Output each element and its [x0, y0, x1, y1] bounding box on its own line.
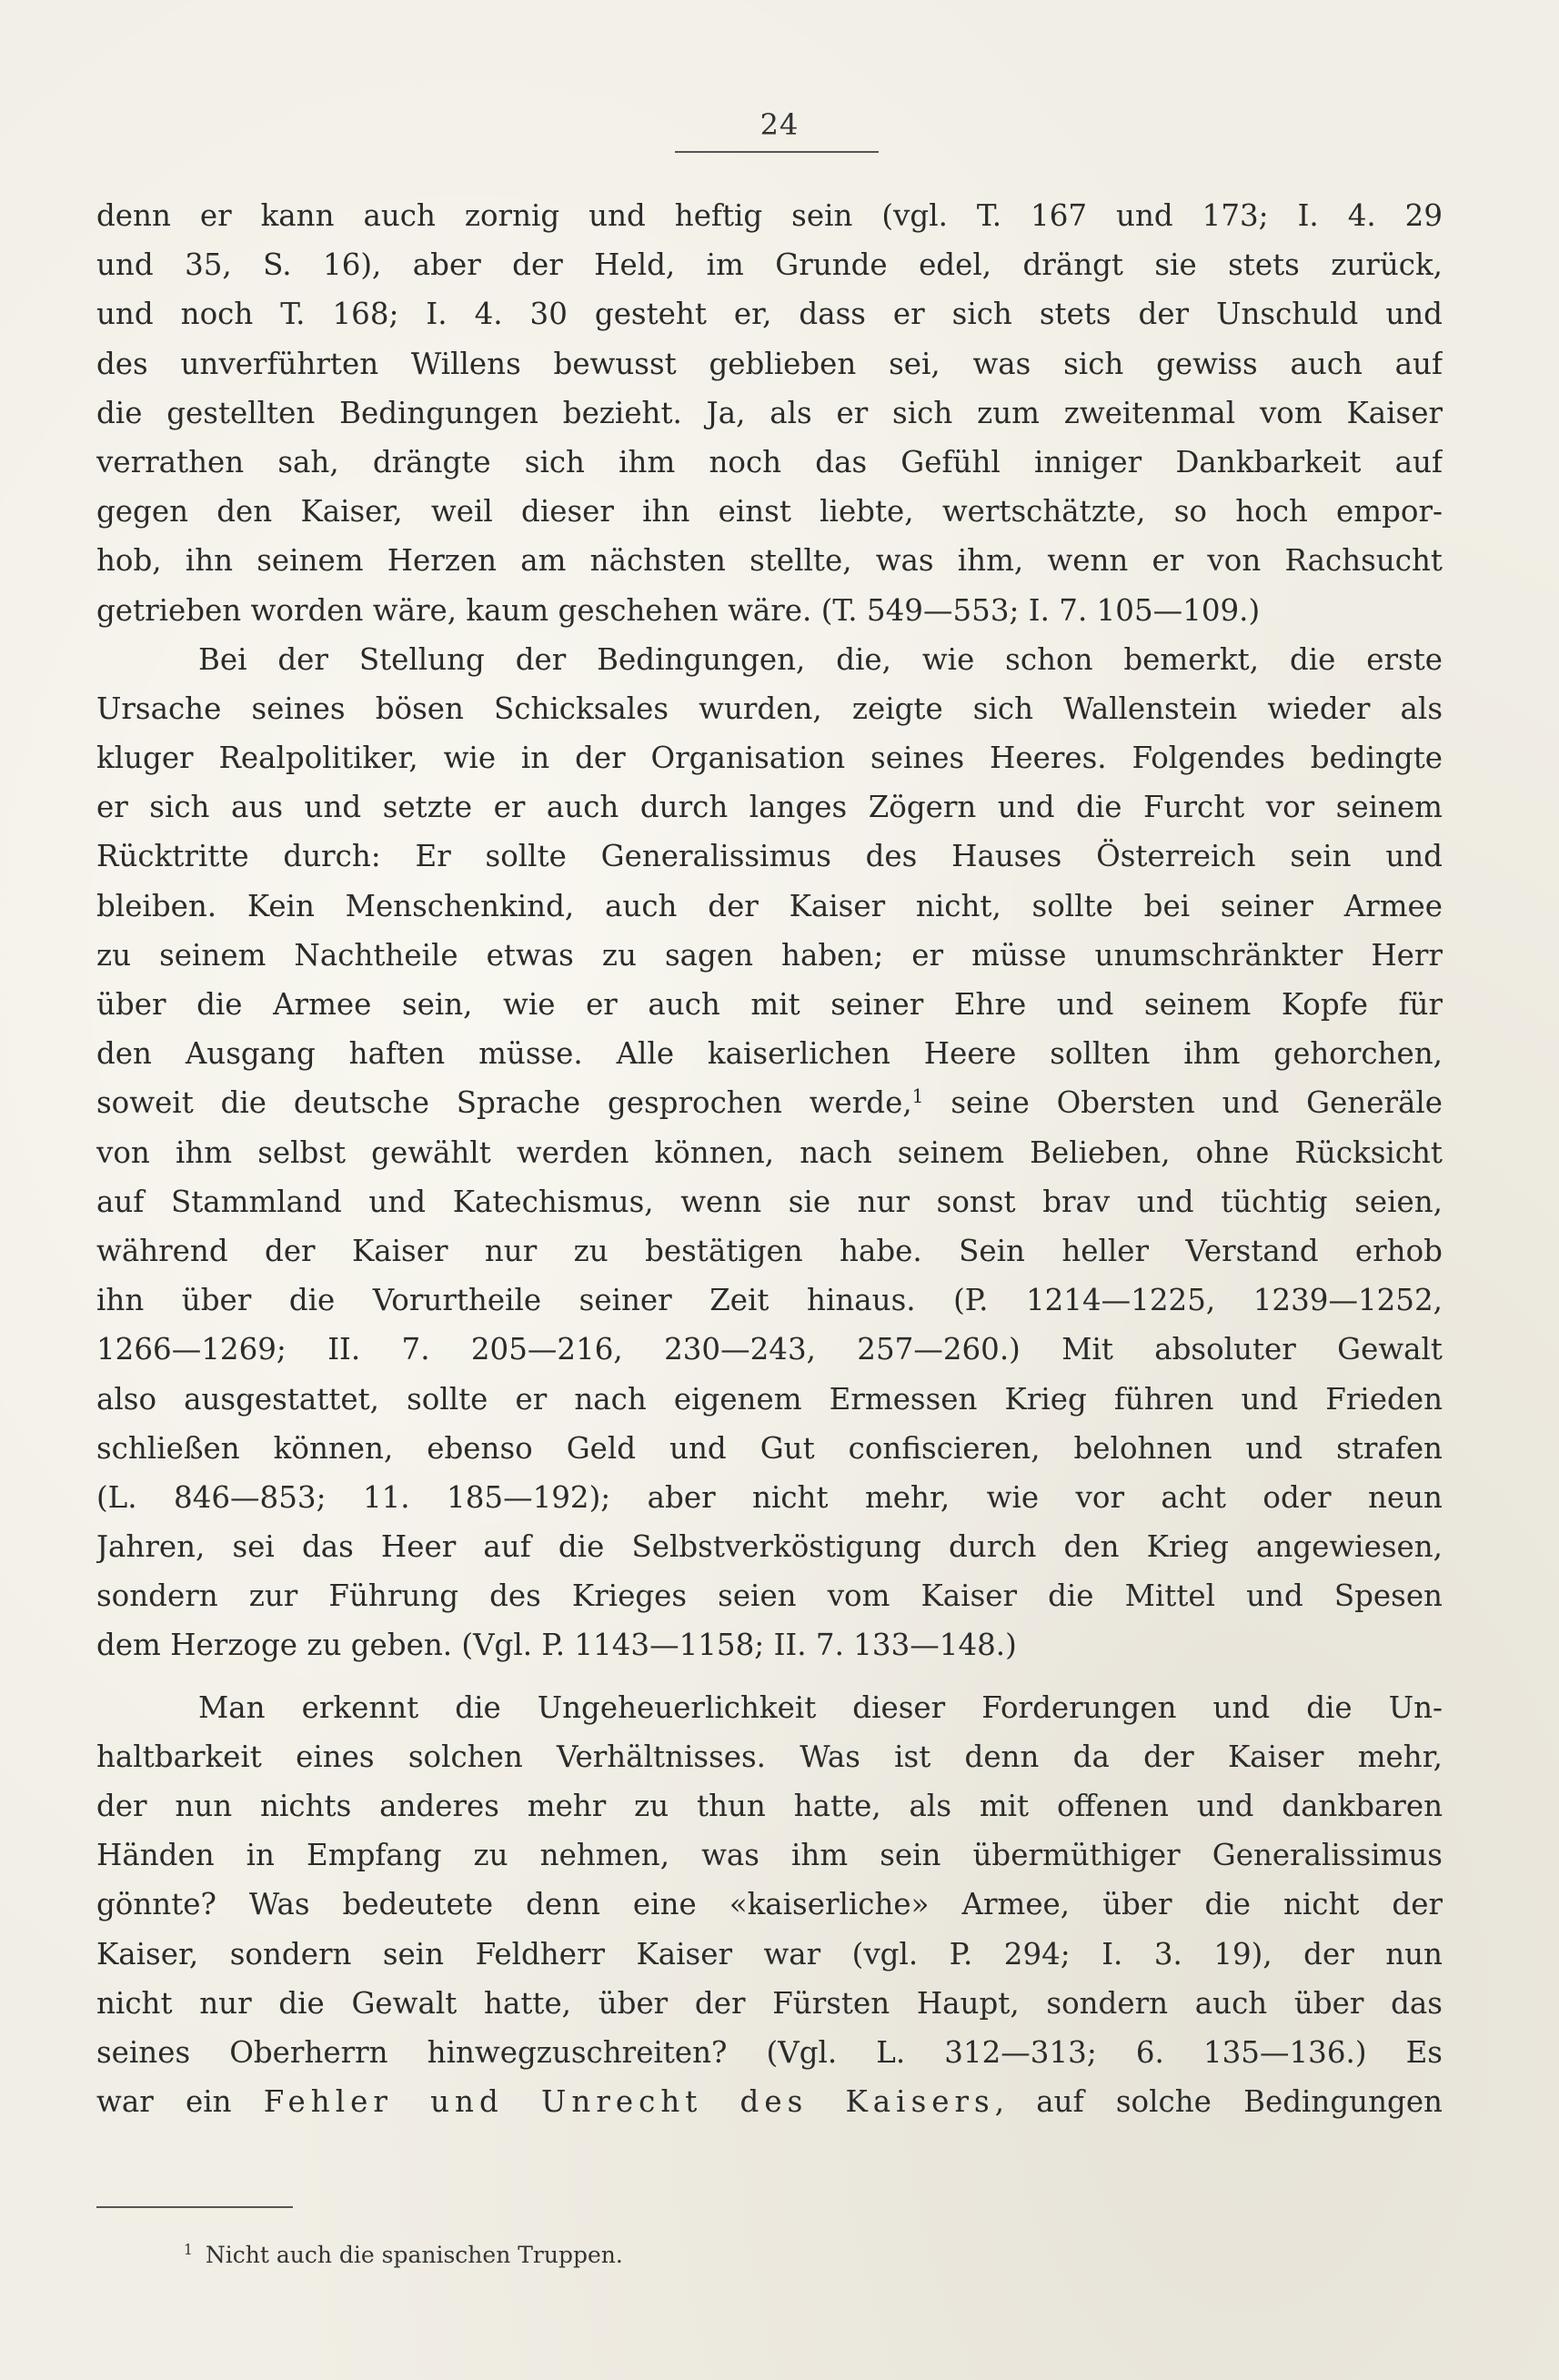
text-line: auf Stammland und Katechismus, wenn sie nur sonst brav und tüchtig seien, — [96, 1184, 1443, 1219]
text-line: Ursache seines bösen Schicksales wurden, zeigte sich Wallenstein wieder als — [96, 691, 1443, 726]
text-line: haltbarkeit eines solchen Verhältnisses. Was ist denn da der Kaiser mehr, — [96, 1739, 1443, 1774]
spaced-emphasis: Fehler und Unrecht des Kaisers — [263, 2084, 995, 2120]
text-line: ihn über die Vorurtheile seiner Zeit hinaus. (P. 1214—1225, 1239—1252, — [96, 1283, 1443, 1318]
text-line: kluger Realpolitiker, wie in der Organisation seines Heeres. Folgendes bedingte — [96, 741, 1443, 776]
text-line: nicht nur die Gewalt hatte, über der Fürsten Haupt, sondern auch über das — [96, 1985, 1443, 2021]
text-line: (L. 846—853; 11. 185—192); aber nicht mehr, wie vor acht oder neun — [96, 1479, 1443, 1515]
text-line: also ausgestattet, sollte er nach eigenem Ermessen Krieg führen und Frieden — [96, 1381, 1443, 1417]
text-line: sondern zur Führung des Krieges seien vom Kaiser die Mittel und Spesen — [96, 1578, 1443, 1614]
header-rule — [675, 151, 879, 153]
text-line: hob, ihn seinem Herzen am nächsten stellte, was ihm, wenn er von Rachsucht — [96, 543, 1443, 579]
text-line: Händen in Empfang zu nehmen, was ihm sein übermüthiger Generalissimus — [96, 1838, 1443, 1873]
footnote-rule — [96, 2206, 293, 2208]
text-line: von ihm selbst gewählt werden können, nach seinem Belieben, ohne Rücksicht — [96, 1135, 1443, 1170]
text-line: gönnte? Was bedeutete denn eine «kaiserliche» Armee, über die nicht der — [96, 1887, 1443, 1922]
text-line: die gestellten Bedingungen bezieht. Ja, als er sich zum zweitenmal vom Kaiser — [96, 395, 1443, 430]
text-line: gegen den Kaiser, weil dieser ihn einst liebte, wertschätzte, so hoch empor- — [96, 494, 1443, 529]
text-line: getrieben worden wäre, kaum geschehen wäre. (T. 549—553; I. 7. 105—109.) — [96, 592, 1261, 628]
text-line: und noch T. 168; I. 4. 30 gesteht er, dass er sich stets der Unschuld und — [96, 297, 1443, 332]
footnote-marker: 1 — [184, 2242, 193, 2259]
footnote-reference: 1 — [911, 1085, 924, 1108]
text-line: Bei der Stellung der Bedingungen, die, wie schon bemerkt, die erste — [198, 641, 1443, 677]
text-line: Jahren, sei das Heer auf die Selbstverköstigung durch den Krieg angewiesen, — [96, 1529, 1443, 1565]
line-end: , auf solche Bedingungen — [994, 2084, 1443, 2120]
line-start: soweit die deutsche Sprache gesprochen werde, — [96, 1085, 912, 1121]
line-start: war ein — [96, 2084, 232, 2120]
footnote-text: Nicht auch die spanischen Truppen. — [205, 2242, 623, 2268]
text-line: und 35, S. 16), aber der Held, im Grunde edel, drängt sie stets zurück, — [96, 247, 1443, 283]
text-line: Kaiser, sondern sein Feldherr Kaiser war (vgl. P. 294; I. 3. 19), der nun — [96, 1936, 1443, 1972]
text-line: zu seinem Nachtheile etwas zu sagen haben; er müsse unumschränkter Herr — [96, 937, 1443, 973]
text-line: dem Herzoge zu geben. (Vgl. P. 1143—1158; II. 7. 133—148.) — [96, 1628, 1017, 1663]
text-line: 1266—1269; II. 7. 205—216, 230—243, 257—260.) Mit absoluter Gewalt — [96, 1332, 1443, 1367]
text-line: denn er kann auch zornig und heftig sein (vgl. T. 167 und 173; I. 4. 29 — [96, 198, 1443, 233]
text-line: während der Kaiser nur zu bestätigen habe. Sein heller Verstand erhob — [96, 1233, 1443, 1268]
text-line: der nun nichts anderes mehr zu thun hatte, als mit offenen und dankbaren — [96, 1789, 1443, 1823]
text-line: seines Oberherrn hinwegzuschreiten? (Vgl. L. 312—313; 6. 135—136.) Es — [96, 2034, 1443, 2070]
text-line: bleiben. Kein Menschenkind, auch der Kaiser nicht, sollte bei seiner Armee — [96, 888, 1443, 923]
footnote — [184, 2240, 623, 2271]
text-line: über die Armee sein, wie er auch mit seiner Ehre und seinem Kopfe für — [96, 987, 1443, 1022]
text-line: den Ausgang haften müsse. Alle kaiserlichen Heere sollten ihm gehorchen, — [96, 1036, 1443, 1072]
page-number: 24 — [759, 107, 800, 142]
text-line-with-footnote — [96, 1078, 1443, 1127]
text-line: Rücktritte durch: Er sollte Generalissimus des Hauses Österreich sein und — [96, 839, 1443, 874]
text-line: Man erkennt die Ungeheuerlichkeit dieser Forderungen und die Un- — [198, 1689, 1443, 1725]
text-line: des unverführten Willens bewusst geblieben sei, was sich gewiss auch auf — [96, 346, 1443, 381]
text-line: schließen können, ebenso Geld und Gut confiscieren, belohnen und strafen — [96, 1430, 1443, 1466]
text-line: verrathen sah, drängte sich ihm noch das Gefühl inniger Dankbarkeit auf — [96, 444, 1443, 479]
body-text — [96, 191, 1443, 2126]
text-line: er sich aus und setzte er auch durch langes Zögern und die Furcht vor seinem — [96, 790, 1443, 825]
line-end: seine Obersten und Generäle — [923, 1085, 1443, 1121]
text-line-with-spaced-emphasis — [96, 2077, 1443, 2126]
